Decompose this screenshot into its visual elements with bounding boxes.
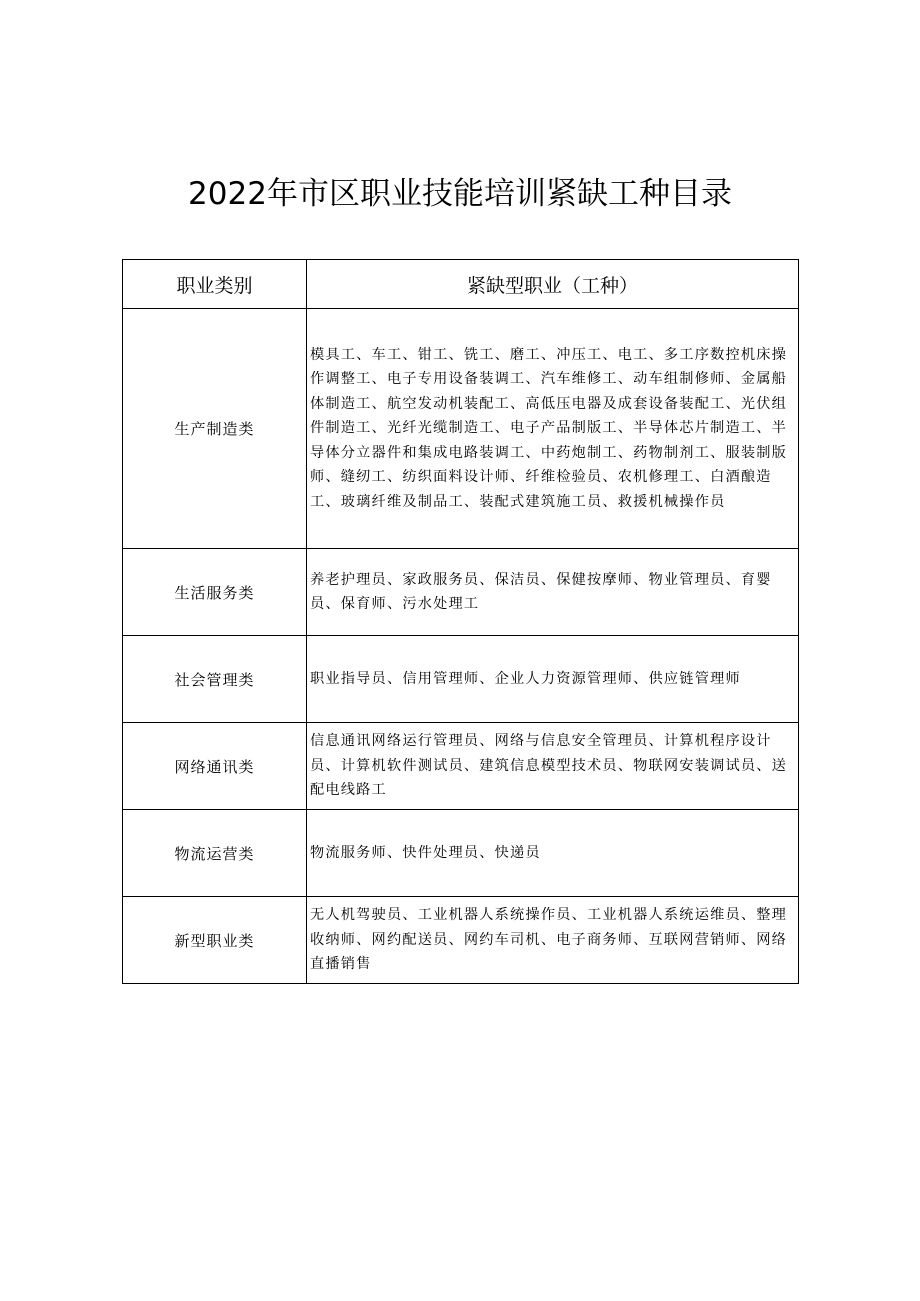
occupations-cell: 养老护理员、家政服务员、保洁员、保健按摩师、物业管理员、育婴员、保育师、污水处理工: [307, 549, 799, 636]
occupations-cell: 模具工、车工、钳工、铣工、磨工、冲压工、电工、多工序数控机床操作调整工、电子专用设备装调工、汽车维修工、动车组制修师、金属船体制造工、航空发动机装配工、高低压电器及成套设备装配工、光伏组件制造工、光纤光缆制造工、电子产品制版工、半导体芯片制造工、半导体分立器件和集成电路装调工、中药炮制工、药物制剂工、服装制版师、缝纫工、纺织面料设计师、纤维检验员、农机修理工、白酒酿造工、玻璃纤维及制品工、装配式建筑施工员、救援机械操作员: [307, 309, 799, 549]
table-header-row: [123, 260, 799, 309]
category-cell: 网络通讯类: [123, 723, 307, 810]
category-cell: 生产制造类: [123, 309, 307, 549]
occupations-cell: 职业指导员、信用管理师、企业人力资源管理师、供应链管理师: [307, 636, 799, 723]
table-row: [123, 549, 799, 636]
header-category: 职业类别: [123, 260, 307, 309]
table-row: [123, 636, 799, 723]
category-cell: 新型职业类: [123, 897, 307, 984]
category-cell: 社会管理类: [123, 636, 307, 723]
occupations-cell: 无人机驾驶员、工业机器人系统操作员、工业机器人系统运维员、整理收纳师、网约配送员、网约车司机、电子商务师、互联网营销师、网络直播销售: [307, 897, 799, 984]
table-row: [123, 723, 799, 810]
table-row: [123, 309, 799, 549]
header-occupations: 紧缺型职业（工种）: [307, 260, 799, 309]
occupations-cell: 物流服务师、快件处理员、快递员: [307, 810, 799, 897]
table-row: [123, 897, 799, 984]
occupations-cell: 信息通讯网络运行管理员、网络与信息安全管理员、计算机程序设计员、计算机软件测试员、建筑信息模型技术员、物联网安装调试员、送配电线路工: [307, 723, 799, 810]
occupation-catalog-table: [122, 259, 799, 984]
category-cell: 物流运营类: [123, 810, 307, 897]
page-title: 2022年市区职业技能培训紧缺工种目录: [188, 176, 732, 212]
category-cell: 生活服务类: [123, 549, 307, 636]
table-row: [123, 810, 799, 897]
